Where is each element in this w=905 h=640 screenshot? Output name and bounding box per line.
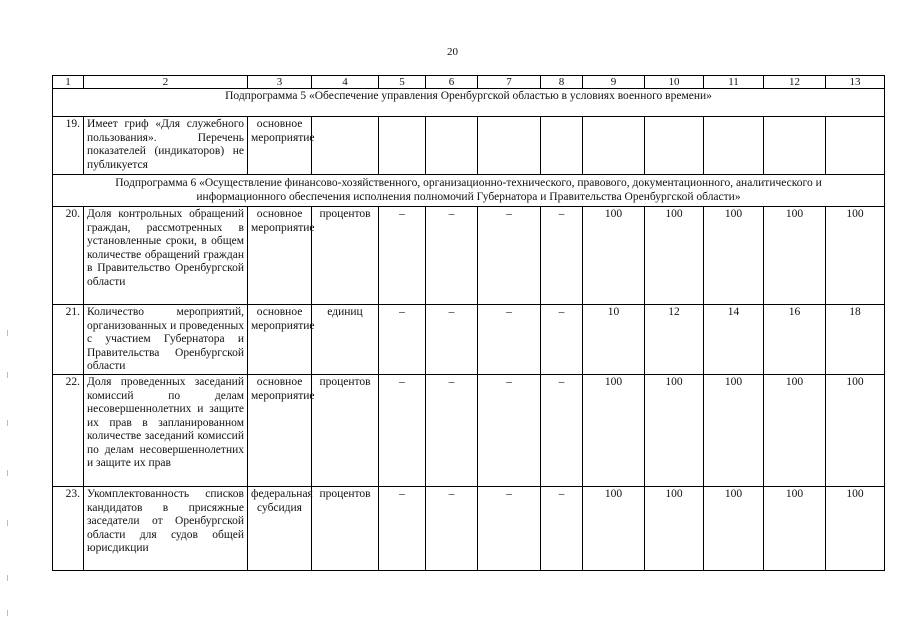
- header-cell: 11: [704, 76, 764, 89]
- indicators-table: [52, 75, 885, 571]
- value-cell: 100: [764, 375, 826, 487]
- value-cell: [764, 117, 826, 175]
- value-cell: 100: [583, 487, 645, 571]
- header-cell: 1: [53, 76, 84, 89]
- unit: единиц: [312, 305, 379, 375]
- scan-margin-marks: [7, 0, 9, 640]
- row-number: 21.: [53, 305, 84, 375]
- value-cell: 18: [826, 305, 885, 375]
- value-cell: –: [478, 207, 541, 305]
- header-row: [53, 76, 885, 89]
- indicator-name: Доля проведенных заседаний комиссий по делам несовершеннолетних и защите их прав в запланированном количестве заседаний комиссий по делам несовершеннолетних и защите их прав: [84, 375, 248, 487]
- table-row: [53, 375, 885, 487]
- indicator-name: Укомплектованность списков кандидатов в присяжные заседатели от Оренбургской области для судов общей юрисдикции: [84, 487, 248, 571]
- event-type: основное мероприятие: [248, 207, 312, 305]
- value-cell: 100: [583, 207, 645, 305]
- value-cell: 100: [583, 375, 645, 487]
- row-number: 20.: [53, 207, 84, 305]
- header-cell: 9: [583, 76, 645, 89]
- value-cell: 100: [826, 375, 885, 487]
- value-cell: 12: [645, 305, 704, 375]
- value-cell: [379, 117, 426, 175]
- event-type: основное мероприятие: [248, 305, 312, 375]
- header-cell: 10: [645, 76, 704, 89]
- header-cell: 8: [541, 76, 583, 89]
- header-cell: 5: [379, 76, 426, 89]
- value-cell: –: [426, 487, 478, 571]
- value-cell: –: [379, 375, 426, 487]
- value-cell: –: [478, 487, 541, 571]
- header-cell: 12: [764, 76, 826, 89]
- value-cell: 100: [704, 207, 764, 305]
- event-type: основное мероприятие: [248, 117, 312, 175]
- header-cell: 2: [84, 76, 248, 89]
- value-cell: [704, 117, 764, 175]
- table-row: [53, 117, 885, 175]
- value-cell: [478, 117, 541, 175]
- subprogram-row: [53, 175, 885, 207]
- value-cell: [426, 117, 478, 175]
- value-cell: 14: [704, 305, 764, 375]
- value-cell: 16: [764, 305, 826, 375]
- indicator-name: Доля контрольных обращений граждан, рассмотренных в установленные сроки, в общем количестве обращений граждан в Правительство Оренбургской области: [84, 207, 248, 305]
- header-cell: 4: [312, 76, 379, 89]
- unit: процентов: [312, 375, 379, 487]
- value-cell: –: [426, 207, 478, 305]
- row-number: 19.: [53, 117, 84, 175]
- value-cell: –: [478, 375, 541, 487]
- value-cell: [645, 117, 704, 175]
- table-row: [53, 487, 885, 571]
- unit: процентов: [312, 487, 379, 571]
- subprogram-row: [53, 89, 885, 117]
- value-cell: –: [379, 207, 426, 305]
- subprogram-5-title: Подпрограмма 5 «Обеспечение управления Оренбургской областью в условиях военного времени»: [53, 89, 885, 117]
- event-type: основное мероприятие: [248, 375, 312, 487]
- value-cell: 100: [826, 487, 885, 571]
- value-cell: [583, 117, 645, 175]
- value-cell: –: [541, 375, 583, 487]
- indicator-name: Количество мероприятий, организованных и проведенных с участием Губернатора и Правительства Оренбургской области: [84, 305, 248, 375]
- value-cell: 100: [645, 207, 704, 305]
- unit: [312, 117, 379, 175]
- value-cell: –: [541, 207, 583, 305]
- value-cell: [826, 117, 885, 175]
- header-cell: 7: [478, 76, 541, 89]
- value-cell: 100: [645, 375, 704, 487]
- header-cell: 13: [826, 76, 885, 89]
- value-cell: –: [541, 487, 583, 571]
- value-cell: –: [426, 305, 478, 375]
- value-cell: 10: [583, 305, 645, 375]
- value-cell: –: [426, 375, 478, 487]
- unit: процентов: [312, 207, 379, 305]
- indicator-name: Имеет гриф «Для служебного пользования». Перечень показателей (индикаторов) не публикуется: [84, 117, 248, 175]
- subprogram-6-title: Подпрограмма 6 «Осуществление финансово-хозяйственного, организационно-технического, правового, документационного, аналитического и информационного обеспечения исполнения полномочий Губернатора и Правительства Оренбургской области»: [53, 175, 885, 207]
- table-row: [53, 305, 885, 375]
- value-cell: 100: [645, 487, 704, 571]
- value-cell: 100: [704, 375, 764, 487]
- value-cell: 100: [764, 487, 826, 571]
- table-row: [53, 207, 885, 305]
- value-cell: –: [379, 305, 426, 375]
- event-type: федеральная субсидия: [248, 487, 312, 571]
- value-cell: –: [379, 487, 426, 571]
- page-number: 20: [447, 46, 458, 58]
- header-cell: 6: [426, 76, 478, 89]
- header-cell: 3: [248, 76, 312, 89]
- value-cell: –: [478, 305, 541, 375]
- value-cell: [541, 117, 583, 175]
- row-number: 22.: [53, 375, 84, 487]
- value-cell: 100: [826, 207, 885, 305]
- value-cell: 100: [704, 487, 764, 571]
- row-number: 23.: [53, 487, 84, 571]
- value-cell: 100: [764, 207, 826, 305]
- value-cell: –: [541, 305, 583, 375]
